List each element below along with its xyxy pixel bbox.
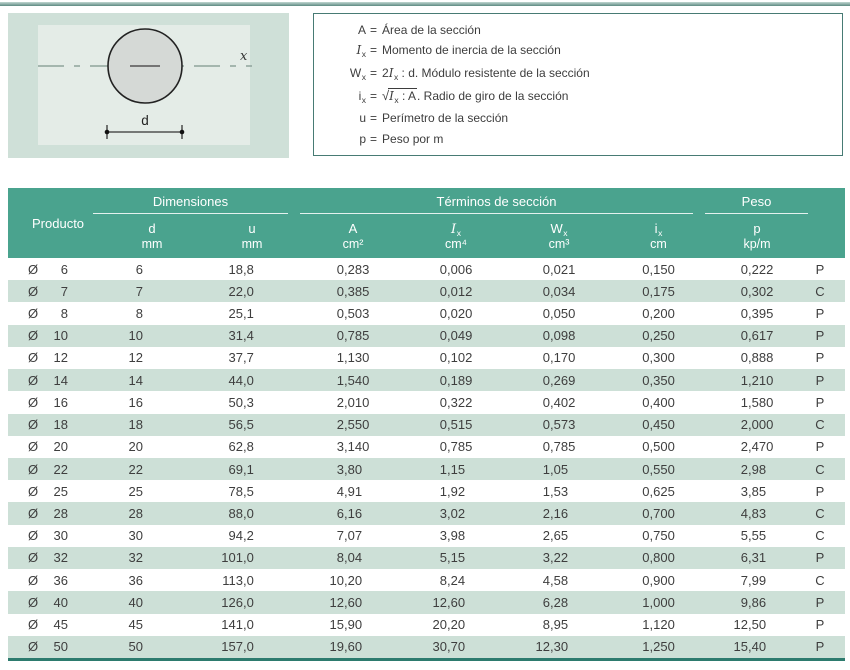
group-header-terminos: Términos de sección [300,194,693,214]
bottom-rule [8,658,845,661]
cell-Ix: 0 ,006 [439,261,473,277]
cell-A: 12 ,60 [329,594,363,610]
cell-p: 6 ,31 [740,550,767,566]
legend-row-perimeter [322,111,832,125]
sqrt-radical: √ [382,88,390,104]
group-header-peso: Peso [705,194,808,214]
cell-product [8,573,102,588]
table-row [8,391,845,413]
cell-p: 0 ,302 [740,283,774,299]
cell-type: P [815,350,825,366]
diameter-symbol: Ø [28,617,39,633]
table-row [8,502,845,524]
cell-A: 2 ,550 [336,417,370,433]
cell-Wx: 3 ,22 [542,550,569,566]
cell-p: 9 ,86 [740,594,767,610]
cell-ix: 1 ,000 [642,594,675,610]
table-row [8,636,845,658]
product-size: 36 [53,572,68,588]
product-size: 32 [53,550,68,566]
cell-product [8,395,102,410]
cell-Wx: 0 ,021 [542,261,576,277]
cell-A: 1 ,540 [336,372,370,388]
cell-product [8,528,102,543]
cell-Ix: 30 ,70 [432,639,466,655]
symbol-A: A [357,23,366,38]
cell-A: 0 ,785 [336,328,370,344]
cell-Ix: 0 ,012 [439,283,473,299]
product-size: 12 [53,350,68,366]
cell-type: P [815,328,825,344]
product-size: 40 [53,594,68,610]
cell-d: 20 [128,439,143,455]
cell-type: C [815,506,825,522]
column-symbol-ix: $i_x$ [654,221,663,238]
cell-product [8,328,102,343]
cell-product [8,373,102,388]
cell-Wx: 0 ,785 [542,439,576,455]
cell-Wx: 0 ,269 [542,372,576,388]
table-header [8,188,845,258]
legend-row-modulus [322,66,832,82]
cell-ix: 0 ,625 [642,483,675,499]
cell-Wx: 0 ,170 [542,350,576,366]
cell-p: 5 ,55 [740,528,767,544]
cell-u: 126 ,0 [221,594,254,610]
cell-u: 25 ,1 [228,306,254,322]
cell-product [8,350,102,365]
cell-p: 2 ,98 [740,461,767,477]
cell-product [8,639,102,654]
diameter-symbol: Ø [28,483,39,499]
cell-type: P [815,483,825,499]
cell-type: P [815,617,825,633]
cell-A: 19 ,60 [329,639,363,655]
cell-product [8,462,102,477]
legend-formula: $2I_x$ : d. Módulo resistente de la sección [382,65,590,82]
cell-Ix: 0 ,189 [439,372,473,388]
table-row [8,302,845,324]
product-size: 7 [60,283,68,299]
equals-sign: = [370,111,378,126]
table-row [8,458,845,480]
cell-product [8,262,102,277]
cell-type: C [815,528,825,544]
table-row [8,414,845,436]
product-size: 6 [60,261,68,277]
cell-Wx: 4 ,58 [542,572,569,588]
equals-sign: = [370,23,378,38]
cell-ix: 0 ,150 [642,261,675,277]
cell-A: 0 ,385 [336,283,370,299]
cell-Ix: 8 ,24 [439,572,466,588]
cell-Wx: 0 ,402 [542,394,576,410]
table-row [8,325,845,347]
cell-d: 18 [128,417,143,433]
table-row [8,280,845,302]
cell-p: 12 ,50 [733,617,767,633]
product-size: 14 [53,372,68,388]
cell-product [8,417,102,432]
cell-ix: 1 ,250 [642,639,675,655]
equals-sign: = [370,131,378,146]
cell-p: 2 ,000 [740,417,774,433]
cell-type: P [815,261,825,277]
cell-product [8,550,102,565]
cell-u: 44 ,0 [228,372,254,388]
diameter-symbol: Ø [28,283,39,299]
table-row [8,436,845,458]
cell-Ix: 3 ,02 [439,506,466,522]
cell-product [8,484,102,499]
diameter-symbol: Ø [28,506,39,522]
cell-u: 56 ,5 [228,417,254,433]
column-unit-d: mm [141,237,163,251]
diameter-symbol: Ø [28,372,39,388]
cell-Wx: 0 ,050 [542,306,576,322]
cell-u: 31 ,4 [228,328,254,344]
cell-ix: 0 ,900 [642,572,675,588]
cell-Ix: 0 ,785 [439,439,473,455]
sqrt-body: $I_x$ : A [389,89,416,106]
diameter-symbol: Ø [28,572,39,588]
diameter-symbol: Ø [28,261,39,277]
cell-type: C [815,572,825,588]
cell-u: 113 ,0 [222,572,254,588]
column-unit-ix: cm [650,237,667,251]
cell-type: P [815,372,825,388]
column-symbol-p: p [753,221,761,236]
cell-u: 50 ,3 [228,394,254,410]
product-size: 30 [53,528,68,544]
cell-u: 37 ,7 [228,350,254,366]
equals-sign: = [370,43,378,58]
cell-u: 141 ,0 [221,617,254,633]
cell-A: 8 ,04 [336,550,363,566]
cell-d: 45 [128,617,143,633]
legend-text: Perímetro de la sección [382,111,509,126]
cell-ix: 0 ,550 [642,461,675,477]
product-size: 8 [60,306,68,322]
cell-Wx: 0 ,034 [542,283,576,299]
symbol-Wx: $W_x$ [349,65,366,82]
legend-text: Área de la sección [382,23,481,38]
cell-product [8,284,102,299]
symbol-p: p [359,131,366,146]
legend-text: Peso por m [382,131,444,146]
cell-d: 12 [128,350,143,366]
cell-d: 10 [128,328,143,344]
cell-d: 8 [135,306,143,322]
table-row [8,547,845,569]
cell-u: 88 ,0 [228,506,254,522]
cell-Ix: 1 ,15 [439,461,466,477]
cell-type: P [815,306,825,322]
product-size: 16 [53,394,68,410]
cell-type: P [815,594,825,610]
cell-A: 15 ,90 [329,617,363,633]
symbol-header-row [8,221,845,238]
legend-box [313,13,843,156]
cell-A: 10 ,20 [329,572,363,588]
cell-ix: 0 ,700 [642,506,675,522]
cell-ix: 0 ,750 [642,528,675,544]
product-size: 45 [53,617,68,633]
table-row [8,258,845,280]
equals-sign: = [370,65,378,80]
cell-d: 50 [128,639,143,655]
cell-ix: 0 ,175 [642,283,675,299]
product-size: 25 [53,483,68,499]
cell-p: 0 ,888 [740,350,774,366]
cell-Ix: 0 ,020 [439,306,473,322]
cell-Ix: 0 ,322 [439,394,473,410]
cell-type: C [815,417,825,433]
cell-A: 3 ,80 [336,461,363,477]
dimension-dot-right [180,130,185,135]
column-header-producto: Producto [32,215,85,231]
cell-Ix: 0 ,515 [439,417,473,433]
top-rule [0,2,850,6]
column-symbol-u: u [248,221,256,236]
dimension-label-d: d [141,113,149,128]
cell-type: P [815,550,825,566]
cell-Wx: 0 ,573 [542,417,576,433]
column-unit-A: cm² [342,237,364,251]
table-row [8,369,845,391]
cell-d: 6 [135,261,143,277]
cell-type: C [815,461,825,477]
cell-u: 157 ,0 [221,639,254,655]
cell-ix: 0 ,450 [642,417,675,433]
table-body [8,258,845,658]
product-size: 20 [53,439,68,455]
legend-row-gyration [322,88,832,105]
cell-d: 14 [128,372,143,388]
cell-type: P [815,639,825,655]
cell-type: P [815,394,825,410]
cell-u: 94 ,2 [228,528,254,544]
cell-d: 7 [135,283,143,299]
cell-d: 36 [128,572,143,588]
product-size: 10 [53,328,68,344]
cell-u: 62 ,8 [228,439,254,455]
column-unit-Wx: cm³ [548,237,570,251]
cell-Ix: 12 ,60 [432,594,466,610]
symbol-u: u [359,111,366,126]
cell-u: 69 ,1 [228,461,254,477]
column-unit-p: kp/m [743,237,771,251]
diameter-symbol: Ø [28,550,39,566]
legend-text: Momento de inercia de la sección [382,43,561,58]
cell-d: 22 [128,461,143,477]
cell-type: C [815,283,825,299]
section-diagram [8,13,289,158]
dimension-dot-left [105,130,110,135]
cell-A: 3 ,140 [336,439,370,455]
axis-label-x: x [240,49,248,64]
diameter-symbol: Ø [28,306,39,322]
product-size: 28 [53,506,68,522]
legend-row-inertia [322,43,832,59]
cell-ix: 0 ,300 [642,350,675,366]
column-symbol-Wx: $W_x$ [550,221,568,238]
column-symbol-Ix: $I_x$ [451,222,461,238]
cell-Wx: 1 ,05 [542,461,569,477]
cell-p: 3 ,85 [740,483,767,499]
round-section-drawing [8,13,289,158]
table-row [8,614,845,636]
column-unit-u: mm [241,237,263,251]
product-size: 18 [53,417,68,433]
cell-Ix: 3 ,98 [439,528,466,544]
table-row [8,569,845,591]
table-row [8,591,845,613]
cell-u: 101 ,0 [221,550,254,566]
cell-Wx: 2 ,16 [542,506,569,522]
cell-A: 2 ,010 [336,394,370,410]
product-size: 50 [53,639,68,655]
cell-A: 7 ,07 [336,528,363,544]
cell-A: 0 ,283 [336,261,370,277]
cell-A: 4 ,91 [336,483,363,499]
group-header-dimensiones: Dimensiones [93,194,288,214]
cell-d: 32 [128,550,143,566]
diameter-symbol: Ø [28,461,39,477]
cell-product [8,506,102,521]
cell-Wx: 2 ,65 [542,528,569,544]
column-unit-Ix: cm⁴ [444,237,468,251]
cell-product [8,439,102,454]
cell-d: 25 [128,483,143,499]
diameter-symbol: Ø [28,350,39,366]
cell-product [8,595,102,610]
cell-Wx: 12 ,30 [535,639,569,655]
cell-product [8,306,102,321]
cell-d: 30 [128,528,143,544]
symbol-Ix: $I_x$ [356,43,366,60]
legend-row-area [322,23,832,37]
cell-d: 28 [128,506,143,522]
diameter-symbol: Ø [28,439,39,455]
symbol-ix: $i_x$ [358,89,366,106]
legend-row-weight [322,132,832,146]
cell-ix: 0 ,500 [642,439,675,455]
diameter-symbol: Ø [28,417,39,433]
cell-p: 0 ,617 [740,328,774,344]
legend-formula: $√I_x$ : A. Radio de giro de la sección [382,88,569,106]
cell-product [8,617,102,632]
diameter-symbol: Ø [28,639,39,655]
column-symbol-d: d [148,221,156,236]
cell-A: 1 ,130 [336,350,370,366]
cell-Ix: 0 ,049 [439,328,473,344]
cell-Ix: 1 ,92 [439,483,466,499]
diameter-symbol: Ø [28,594,39,610]
cell-p: 1 ,580 [740,394,774,410]
cell-ix: 0 ,400 [642,394,675,410]
unit-header-row [8,237,845,251]
cell-Wx: 8 ,95 [542,617,569,633]
table-row [8,525,845,547]
cell-p: 15 ,40 [733,639,767,655]
cell-u: 78 ,5 [228,483,254,499]
cell-A: 6 ,16 [336,506,363,522]
cell-p: 2 ,470 [740,439,774,455]
cell-p: 0 ,395 [740,306,774,322]
cell-ix: 0 ,250 [642,328,675,344]
table-row [8,347,845,369]
cell-ix: 1 ,120 [642,617,675,633]
cell-p: 7 ,99 [740,572,767,588]
cell-ix: 0 ,200 [642,306,675,322]
diameter-symbol: Ø [28,528,39,544]
cell-Wx: 6 ,28 [542,594,569,610]
cell-Wx: 1 ,53 [542,483,569,499]
cell-Wx: 0 ,098 [542,328,576,344]
cell-Ix: 5 ,15 [439,550,466,566]
cell-ix: 0 ,350 [642,372,675,388]
diameter-symbol: Ø [28,328,39,344]
product-size: 22 [53,461,68,477]
cell-A: 0 ,503 [336,306,370,322]
cell-Ix: 20 ,20 [432,617,466,633]
cell-p: 0 ,222 [740,261,774,277]
cell-d: 16 [128,394,143,410]
cell-d: 40 [128,594,143,610]
column-symbol-A: A [348,221,358,236]
cell-p: 4 ,83 [740,506,767,522]
cell-p: 1 ,210 [740,372,774,388]
cell-u: 22 ,0 [228,283,254,299]
cell-type: P [815,439,825,455]
diameter-symbol: Ø [28,394,39,410]
cell-Ix: 0 ,102 [439,350,473,366]
equals-sign: = [370,89,378,104]
cell-u: 18 ,8 [228,261,254,277]
table-row [8,480,845,502]
cell-ix: 0 ,800 [642,550,675,566]
